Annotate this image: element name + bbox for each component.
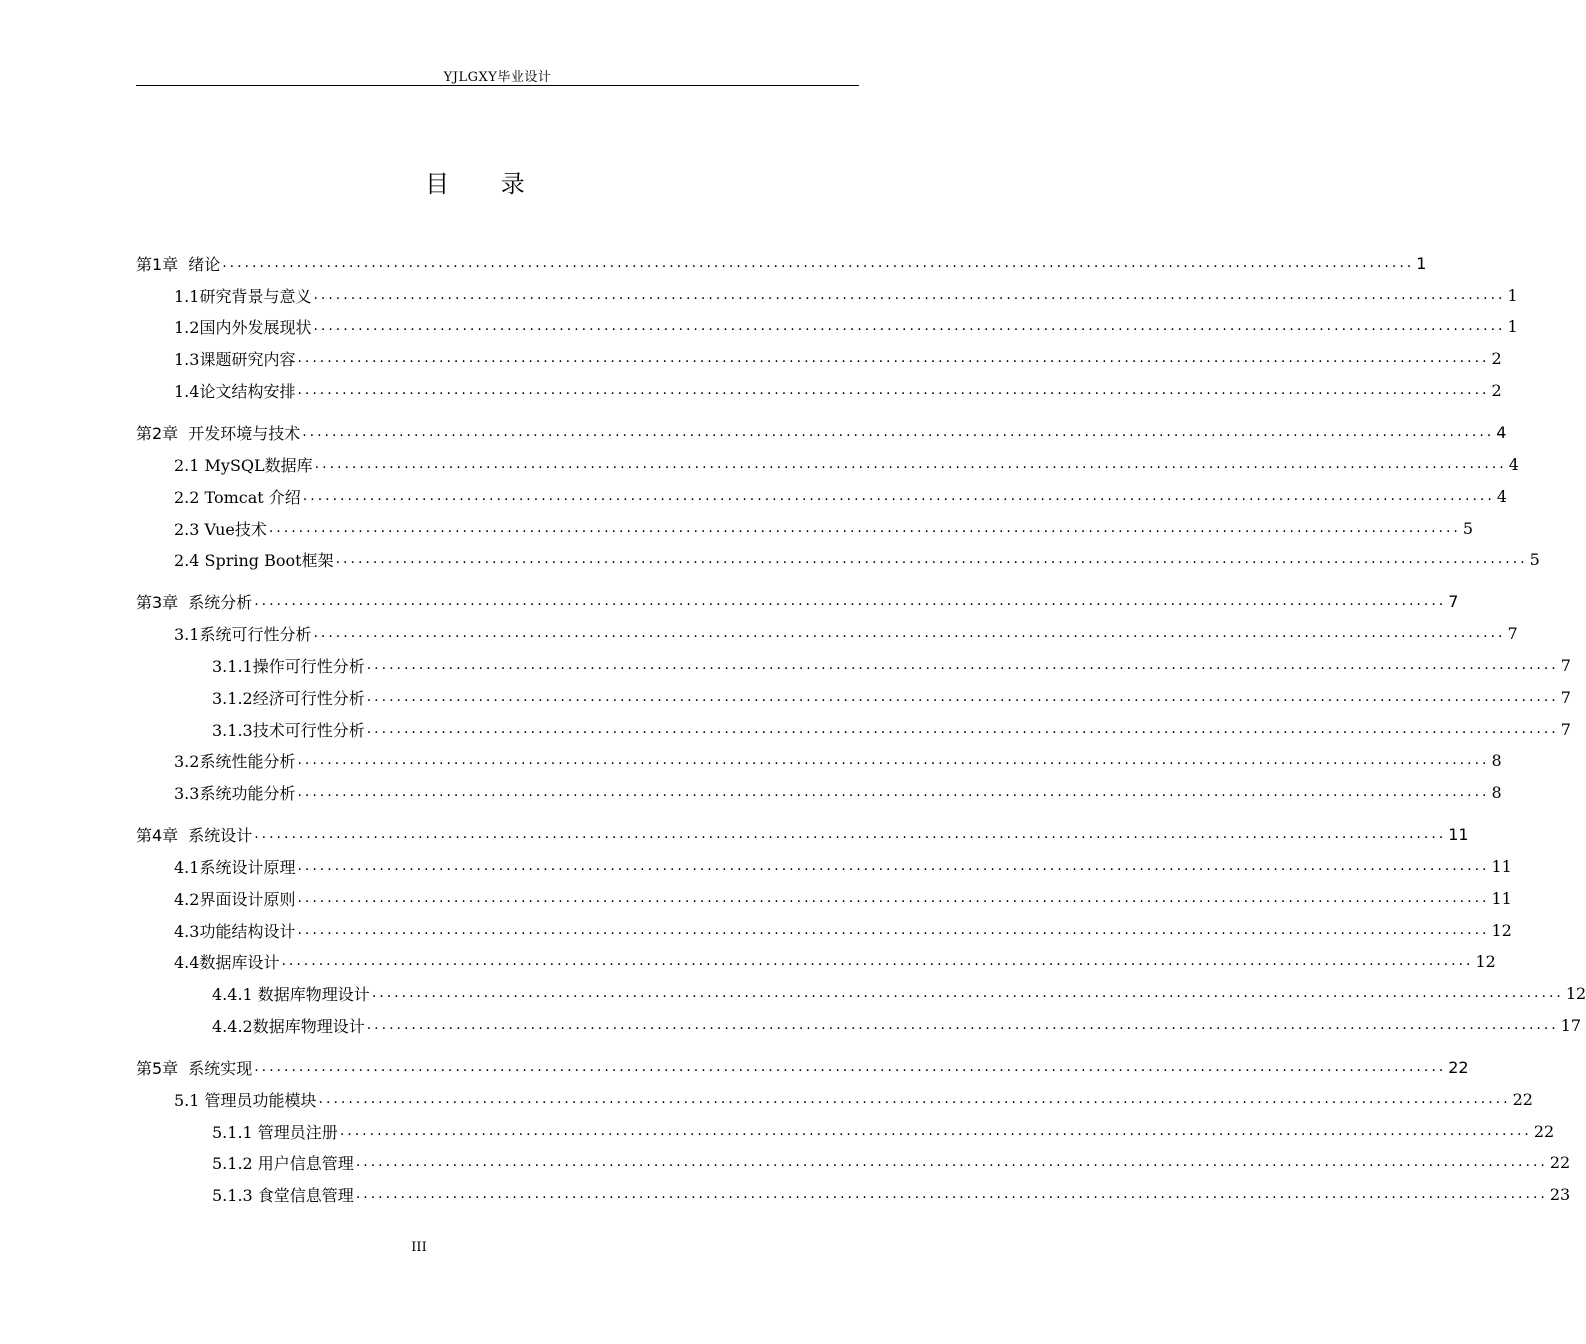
dot-leader: ................................................................................................................................................................ [314,456,1507,472]
toc-entry[interactable] [136,1053,1469,1081]
toc-entry-title: 5.1.1 管理员注册 [212,1122,338,1142]
toc-entry[interactable] [136,450,1519,478]
toc-entry-title: 1.1研究背景与意义 [174,286,312,306]
dot-leader: ................................................................................................................................................................ [366,689,1559,705]
chapter-number: 第5章 [136,1058,179,1078]
toc-entry-title: 1.4论文结构安排 [174,381,296,401]
toc-entry-title: 1.2国内外发展现状 [174,317,312,337]
dot-leader: ................................................................................................................................................................ [268,520,1461,536]
toc-page-number: 12 [1491,920,1512,940]
toc-page-number: 23 [1549,1184,1571,1204]
dot-leader: ................................................................................................................................................................ [355,1154,1548,1170]
dot-leader: ................................................................................................................................................................ [366,721,1559,737]
page-title: 目 录 [425,170,547,198]
toc-page-number: 11 [1491,888,1512,908]
chapter-number: 第3章 [136,592,179,612]
toc-page-number: 22 [1448,1057,1469,1077]
chapter-number: 第4章 [136,825,179,845]
toc-page-number: 1 [1416,253,1427,273]
dot-leader: ................................................................................................................................................................ [297,890,1490,906]
toc-page-number: 8 [1491,782,1502,802]
toc-page-number: 12 [1565,983,1586,1003]
toc-entry[interactable] [136,1011,1582,1039]
toc-page-number: 7 [1560,719,1571,739]
toc-entry[interactable] [136,1117,1555,1145]
toc-page-number: 11 [1448,824,1469,844]
toc-page-number: 2 [1491,380,1502,400]
toc-page-number: 7 [1507,623,1518,643]
dot-leader: ................................................................................................................................................................ [313,625,1506,641]
toc-page-number: 5 [1529,549,1540,569]
toc-entry[interactable] [136,545,1540,573]
toc-entry[interactable] [136,852,1512,880]
toc-entry-title: 系统实现 [188,1058,253,1078]
toc-entry[interactable] [136,376,1502,404]
toc-entry[interactable] [136,778,1502,806]
dot-leader: ................................................................................................................................................................ [313,318,1506,334]
toc-entry-title: 2.1 MySQL数据库 [174,455,313,475]
toc-entry-title: 4.4.2数据库物理设计 [212,1016,365,1036]
toc-entry[interactable] [136,884,1512,912]
toc-entry-title: 3.2系统性能分析 [174,751,296,771]
page-number: III [411,1240,427,1255]
toc-entry[interactable] [136,746,1502,774]
toc-entry[interactable] [136,683,1571,711]
toc-page-number: 4 [1508,454,1519,474]
toc-entry[interactable] [136,249,1427,277]
toc-entry-title: 4.4.1 数据库物理设计 [212,984,370,1004]
running-header: YJLGXY毕业设计 [443,70,552,85]
dot-leader: ................................................................................................................................................................ [297,752,1490,768]
toc-entry-title: 3.1.3技术可行性分析 [212,720,365,740]
dot-leader: ................................................................................................................................................................ [297,382,1490,398]
toc-page-number: 17 [1560,1015,1582,1035]
toc-entry-title: 5.1.2 用户信息管理 [212,1153,354,1173]
dot-leader: ................................................................................................................................................................ [297,922,1490,938]
dot-leader: ................................................................................................................................................................ [297,858,1490,874]
toc-entry[interactable] [136,1180,1571,1208]
toc-entry-title: 3.3系统功能分析 [174,783,296,803]
toc-entry-title: 4.4数据库设计 [174,952,280,972]
toc-page-number: 22 [1512,1089,1533,1109]
dot-leader: ................................................................................................................................................................ [254,826,1447,842]
toc-page-number: 8 [1491,750,1502,770]
toc-entry[interactable] [136,947,1496,975]
toc-page-number: 2 [1491,348,1502,368]
toc-entry[interactable] [136,281,1518,309]
toc-page-number: 7 [1560,655,1571,675]
toc-entry-title: 2.2 Tomcat 介绍 [174,487,301,507]
toc-entry-title: 3.1系统可行性分析 [174,624,312,644]
toc-entry[interactable] [136,344,1502,372]
dot-leader: ................................................................................................................................................................ [371,985,1564,1001]
toc-entry-title: 系统设计 [188,825,253,845]
dot-leader: ................................................................................................................................................................ [339,1123,1532,1139]
toc-page-number: 4 [1496,422,1507,442]
dot-leader: ................................................................................................................................................................ [355,1186,1548,1202]
toc-entry-title: 开发环境与技术 [188,423,301,443]
toc-entry[interactable] [136,1085,1533,1113]
toc-entry-title: 5.1.3 食堂信息管理 [212,1185,354,1205]
toc-entry-title: 4.3功能结构设计 [174,921,296,941]
toc-page-number: 22 [1549,1152,1571,1172]
dot-leader: ................................................................................................................................................................ [254,1059,1447,1075]
chapter-number: 第2章 [136,423,179,443]
toc-entry-title: 2.3 Vue技术 [174,519,267,539]
toc-page-number: 1 [1507,316,1518,336]
toc-entry-title: 绪论 [188,254,221,274]
toc-entry[interactable] [136,619,1518,647]
toc-entry[interactable] [136,312,1518,340]
toc-entry[interactable] [136,715,1571,743]
dot-leader: ................................................................................................................................................................ [297,350,1490,366]
toc-entry[interactable] [136,482,1508,510]
toc-page-number: 12 [1475,951,1496,971]
dot-leader: ................................................................................................................................................................ [302,424,1495,440]
dot-leader: ................................................................................................................................................................ [297,784,1490,800]
dot-leader: ................................................................................................................................................................ [366,1017,1559,1033]
header-rule [136,85,859,86]
dot-leader: ................................................................................................................................................................ [302,488,1495,504]
toc-entry-title: 4.1系统设计原理 [174,857,296,877]
dot-leader: ................................................................................................................................................................ [366,657,1559,673]
dot-leader: ................................................................................................................................................................ [318,1091,1511,1107]
dot-leader: ................................................................................................................................................................ [222,255,1415,271]
toc-entry[interactable] [136,820,1469,848]
toc-page-number: 5 [1462,518,1474,538]
toc-entry-title: 3.1.1操作可行性分析 [212,656,365,676]
toc-entry[interactable] [136,1148,1571,1176]
toc-entry-title: 系统分析 [188,592,253,612]
toc-entry[interactable] [136,651,1571,679]
toc-entry[interactable] [136,979,1586,1007]
chapter-number: 第1章 [136,254,179,274]
dot-leader: ................................................................................................................................................................ [335,551,1528,567]
toc-entry-title: 5.1 管理员功能模块 [174,1090,317,1110]
toc-entry[interactable] [136,514,1474,542]
toc-entry-title: 4.2界面设计原则 [174,889,296,909]
dot-leader: ................................................................................................................................................................ [313,287,1506,303]
toc-page-number: 1 [1507,285,1518,305]
toc-entry-title: 3.1.2经济可行性分析 [212,688,365,708]
toc-entry[interactable] [136,916,1512,944]
toc-page-number: 7 [1560,687,1571,707]
toc-entry[interactable] [136,587,1459,615]
dot-leader: ................................................................................................................................................................ [281,953,1474,969]
toc-page-number: 11 [1491,856,1512,876]
toc-entry[interactable] [136,418,1507,446]
toc-page-number: 4 [1496,486,1508,506]
toc-page-number: 22 [1533,1121,1555,1141]
toc-entry-title: 2.4 Spring Boot框架 [174,550,334,570]
toc-page-number: 7 [1448,591,1459,611]
dot-leader: ................................................................................................................................................................ [254,593,1447,609]
toc-entry-title: 1.3课题研究内容 [174,349,296,369]
